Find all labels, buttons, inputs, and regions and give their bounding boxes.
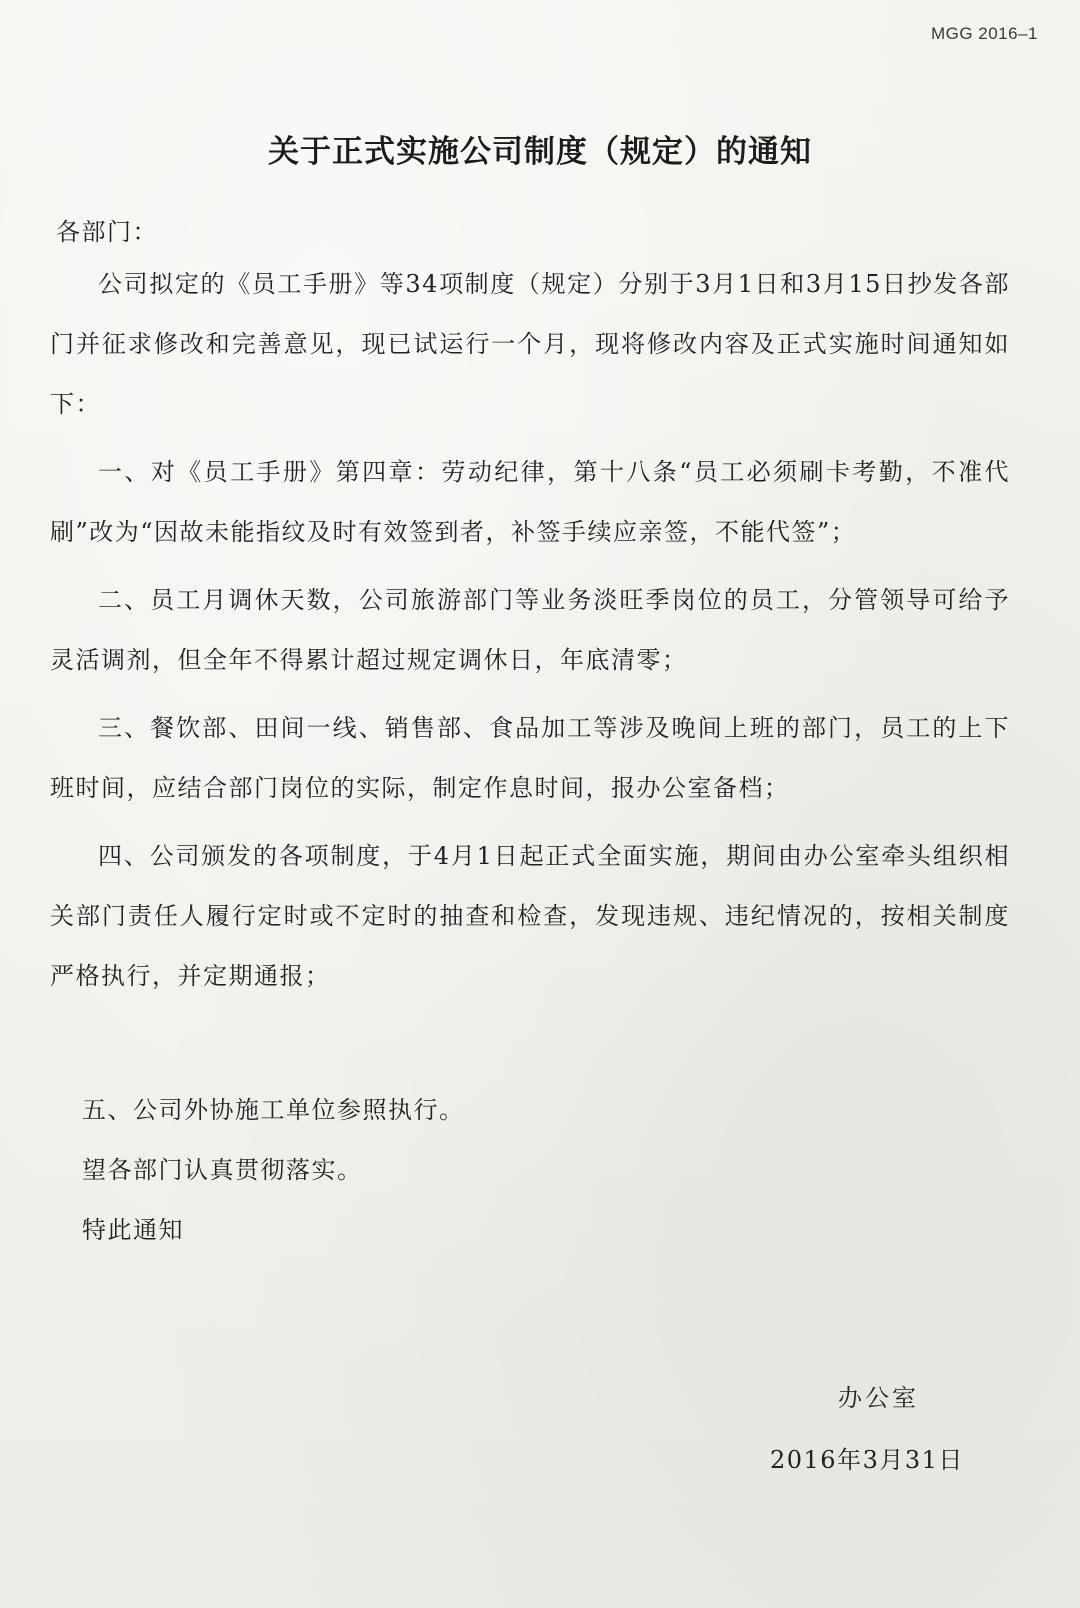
- intro-paragraph: 公司拟定的《员工手册》等34项制度（规定）分别于3月1日和3月15日抄发各部门并征求修改和完善意见，现已试运行一个月，现将修改内容及正式实施时间通知如下：: [50, 270, 1010, 418]
- notice-end-line: 特此通知: [82, 1216, 184, 1244]
- item-three-paragraph: 三、餐饮部、田间一线、销售部、食品加工等涉及晚间上班的部门，员工的上下班时间，应结合部门岗位的实际，制定作息时间，报办公室备档；: [50, 714, 1010, 802]
- closing-line: 望各部门认真贯彻落实。: [82, 1156, 363, 1184]
- document-reference-code: MGG 2016–1: [930, 24, 1038, 43]
- item-four-paragraph: 四、公司颁发的各项制度，于4月1日起正式全面实施，期间由办公室牵头组织相关部门责任人履行定时或不定时的抽查和检查，发现违规、违纪情况的，按相关制度严格执行，并定期通报；: [50, 842, 1010, 990]
- document-title: 关于正式实施公司制度（规定）的通知: [268, 134, 812, 170]
- document-body: [50, 254, 1010, 1014]
- signature-date: 2016年3月31日: [770, 1446, 964, 1474]
- signature-office: 办公室: [838, 1384, 919, 1412]
- salutation: 各部门：: [56, 218, 158, 246]
- item-two-paragraph: 二、员工月调休天数，公司旅游部门等业务淡旺季岗位的员工，分管领导可给予灵活调剂，但全年不得累计超过规定调休日，年底清零；: [50, 586, 1010, 674]
- item-five-line: 五、公司外协施工单位参照执行。: [82, 1096, 465, 1124]
- item-one-paragraph: 一、对《员工手册》第四章：劳动纪律，第十八条“员工必须刷卡考勤，不准代刷”改为“因故未能指纹及时有效签到者，补签手续应亲签，不能代签”；: [50, 458, 1010, 546]
